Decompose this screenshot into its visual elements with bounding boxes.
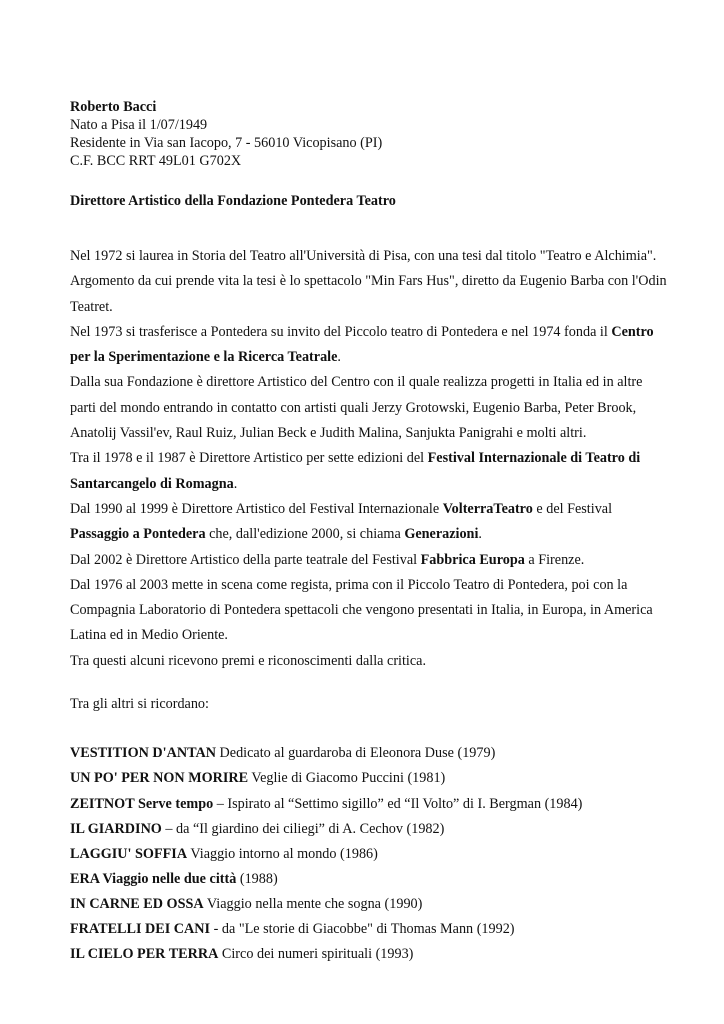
bio-highlight: Fabbrica Europa — [420, 551, 525, 568]
person-name: Roberto Bacci — [70, 99, 157, 115]
residence-info: Residente in Via san Iacopo, 7 - 56010 Vicopisano (PI) — [70, 135, 383, 151]
bio-text: . — [478, 526, 482, 543]
work-title: UN PO' PER NON MORIRE — [70, 770, 249, 787]
work-description: Veglie di Giacomo Puccini (1981) — [248, 770, 446, 787]
bio-paragraph: Dal 1976 al 2003 mette in scena come regista, prima con il Piccolo Teatro di Pontedera, poi con la Compagnia Laboratorio di Pontedera spettacoli che vengono presentati in Italia, in Europa, in America Latina ed in Medio Oriente. — [70, 576, 653, 644]
work-title: ZEITNOT Serve tempo — [70, 795, 214, 812]
bio-paragraph: Tra questi alcuni ricevono premi e riconoscimenti dalla critica. — [70, 652, 427, 669]
work-item — [70, 766, 670, 791]
bio-paragraph — [70, 446, 670, 497]
bio-paragraph — [70, 497, 670, 548]
bio-paragraph: Nel 1972 si laurea in Storia del Teatro all'Università di Pisa, con una tesi dal titolo "Teatro e Alchimia". Argomento da cui prende vita la tesi è lo spettacolo "Min Fars Hus", diretto da Eugenio Barba con l'Odin Teatret. — [70, 248, 667, 315]
document-page — [70, 98, 670, 967]
work-item — [70, 817, 670, 842]
bio-text: . — [233, 475, 238, 492]
work-description: - da "Le storie di Giacobbe" di Thomas Mann (1992) — [210, 921, 515, 937]
work-description: Dedicato al guardaroba di Eleonora Duse (1979) — [215, 745, 496, 762]
work-item — [70, 842, 670, 867]
work-title: IL CIELO PER TERRA — [70, 946, 219, 963]
work-description: – da “Il giardino dei ciliegi” di A. Cechov (1982) — [161, 820, 445, 837]
work-item — [70, 867, 670, 892]
bio-text: e del Festival — [532, 500, 613, 517]
work-title: ERA Viaggio nelle due città — [70, 870, 237, 887]
work-item — [70, 741, 670, 766]
bio-text: Tra il 1978 e il 1987 è Direttore Artistico per sette edizioni del — [70, 450, 428, 467]
bio-highlight: Centro per la Sperimentazione e la Ricerca Teatrale — [70, 323, 654, 366]
work-title: VESTITION D'ANTAN — [70, 745, 216, 762]
personal-header — [70, 98, 670, 170]
works-list — [70, 741, 670, 967]
work-item — [70, 942, 670, 967]
bio-highlight: Festival Internazionale di Teatro di Santarcangelo di Romagna — [70, 450, 641, 492]
work-title: LAGGIU' SOFFIA — [70, 845, 188, 862]
bio-text: Nel 1973 si trasferisce a Pontedera su invito del Piccolo teatro di Pontedera e nel 1974 fonda il — [70, 323, 612, 340]
work-title: FRATELLI DEI CANI — [70, 921, 211, 937]
works-intro: Tra gli altri si ricordano: — [70, 696, 209, 713]
bio-text: a Firenze. — [524, 551, 585, 568]
bio-highlight: Generazioni — [404, 526, 479, 543]
bio-paragraph: Dalla sua Fondazione è direttore Artistico del Centro con il quale realizza progetti in Italia ed in altre parti del mondo entrando in contatto con artisti quali Jerzy Grotowski, Eugenio Barba, Peter Brook, Anatolij Vassil'ev, Raul Ruiz, Julian Beck e Judith Malina, Sanjukta Panigrahi e molti altri. — [70, 374, 643, 442]
bio-text: Dal 2002 è Direttore Artistico della parte teatrale del Festival — [70, 551, 421, 568]
work-description: Circo dei numeri spirituali (1993) — [218, 946, 414, 963]
work-title: IL GIARDINO — [70, 820, 162, 837]
work-title: IN CARNE ED OSSA — [70, 895, 204, 912]
birth-info: Nato a Pisa il 1/07/1949 — [70, 117, 208, 133]
work-description: (1988) — [236, 870, 278, 887]
work-description: Viaggio nella mente che sogna (1990) — [203, 895, 423, 912]
biography — [70, 244, 670, 674]
role-title: Direttore Artistico della Fondazione Pontedera Teatro — [70, 193, 396, 209]
work-item — [70, 917, 670, 942]
fiscal-code: C.F. BCC RRT 49L01 G702X — [70, 153, 242, 169]
bio-paragraph — [70, 548, 670, 573]
bio-paragraph — [70, 320, 670, 371]
work-description: Viaggio intorno al mondo (1986) — [187, 845, 378, 862]
work-description: – Ispirato al “Settimo sigillo” ed “Il Volto” di I. Bergman (1984) — [213, 795, 583, 812]
work-item — [70, 792, 670, 817]
bio-text: Dal 1990 al 1999 è Direttore Artistico del Festival Internazionale — [70, 500, 443, 517]
bio-text: che, dall'edizione 2000, si chiama — [205, 526, 405, 543]
work-item — [70, 892, 670, 917]
bio-highlight: VolterraTeatro — [442, 500, 533, 517]
bio-text: . — [337, 349, 341, 366]
bio-highlight: Passaggio a Pontedera — [70, 526, 206, 543]
